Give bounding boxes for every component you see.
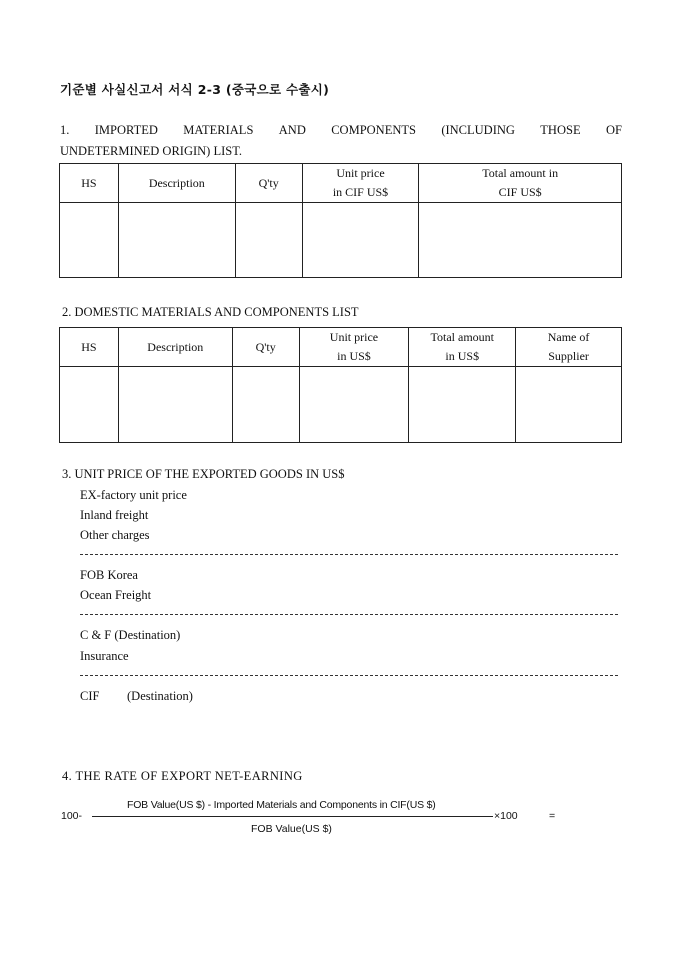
section1-heading-line2: UNDETERMINED ORIGIN) LIST. xyxy=(60,144,243,158)
section2-heading: 2. DOMESTIC MATERIALS AND COMPONENTS LIST xyxy=(62,305,359,319)
imported-materials-table xyxy=(59,163,622,278)
fraction-line xyxy=(92,816,493,817)
table-header-row xyxy=(60,164,622,203)
ex-factory-label: EX-factory unit price xyxy=(80,488,187,502)
section1-word: MATERIALS xyxy=(183,123,254,137)
header-description: Description xyxy=(118,164,235,203)
table-cell[interactable] xyxy=(302,203,419,278)
formula-prefix: 100- xyxy=(61,810,83,822)
header-hs: HS xyxy=(60,328,119,367)
section1-word: COMPONENTS xyxy=(331,123,416,137)
section1-heading xyxy=(60,120,622,162)
header-hs: HS xyxy=(60,164,119,203)
header-total-amount xyxy=(419,164,622,203)
table-cell[interactable] xyxy=(299,367,409,443)
dashed-divider xyxy=(80,554,618,555)
header-description: Description xyxy=(118,328,232,367)
header-unit-price-line2: in US$ xyxy=(337,349,371,363)
section3-heading: 3. UNIT PRICE OF THE EXPORTED GOODS IN US$ xyxy=(62,467,345,481)
section1-word: AND xyxy=(278,123,306,137)
section1-word: OF xyxy=(605,123,622,137)
cif-destination-label: (Destination) xyxy=(127,689,193,703)
header-total-line1: Total amount in xyxy=(482,166,559,180)
table-cell[interactable] xyxy=(60,203,119,278)
header-unit-price xyxy=(299,328,409,367)
table-cell[interactable] xyxy=(419,203,622,278)
formula-numerator: FOB Value(US $) - Imported Materials and Components in CIF(US $) xyxy=(127,799,436,811)
header-unit-price-line1: Unit price xyxy=(336,166,385,180)
section1-word: (INCLUDING xyxy=(441,123,515,137)
header-qty: Q'ty xyxy=(235,164,302,203)
dashed-divider xyxy=(80,675,618,676)
table-cell[interactable] xyxy=(118,203,235,278)
other-charges-label: Other charges xyxy=(80,528,150,542)
page-title: 기준별 사실신고서 서식 2-3 (중국으로 수출시) xyxy=(60,82,330,97)
header-supplier-line1: Name of xyxy=(547,330,590,344)
table-row xyxy=(60,203,622,278)
formula-multiplier: ×100 xyxy=(494,810,518,822)
header-qty: Q'ty xyxy=(232,328,299,367)
table-header-row xyxy=(60,328,622,367)
formula-equals: = xyxy=(549,810,556,822)
table-cell[interactable] xyxy=(409,367,516,443)
header-unit-price-line2: in CIF US$ xyxy=(332,185,389,199)
inland-freight-label: Inland freight xyxy=(80,508,149,522)
table-cell[interactable] xyxy=(235,203,302,278)
header-supplier-line2: Supplier xyxy=(548,349,589,363)
dashed-divider xyxy=(80,614,618,615)
table-cell[interactable] xyxy=(60,367,119,443)
table-cell[interactable] xyxy=(516,367,622,443)
section1-heading-line1 xyxy=(60,120,622,141)
section1-word: IMPORTED xyxy=(94,123,158,137)
fob-korea-label: FOB Korea xyxy=(80,568,138,582)
cif-label: CIF xyxy=(80,689,100,703)
header-unit-price-line1: Unit price xyxy=(329,330,379,344)
formula-denominator: FOB Value(US $) xyxy=(251,823,332,835)
header-total-amount xyxy=(409,328,516,367)
header-total-line1: Total amount xyxy=(430,330,494,344)
insurance-label: Insurance xyxy=(80,649,129,663)
header-supplier xyxy=(516,328,622,367)
section4-heading: 4. THE RATE OF EXPORT NET-EARNING xyxy=(62,769,303,783)
section1-word: THOSE xyxy=(540,123,581,137)
table-row xyxy=(60,367,622,443)
table-cell[interactable] xyxy=(232,367,299,443)
header-total-line2: CIF US$ xyxy=(498,185,542,199)
header-total-line2: in US$ xyxy=(445,349,480,363)
domestic-materials-table xyxy=(59,327,622,443)
ocean-freight-label: Ocean Freight xyxy=(80,588,152,602)
section1-word: 1. xyxy=(60,123,70,137)
cf-destination-label: C & F (Destination) xyxy=(80,628,181,642)
table-cell[interactable] xyxy=(118,367,232,443)
header-unit-price xyxy=(302,164,419,203)
